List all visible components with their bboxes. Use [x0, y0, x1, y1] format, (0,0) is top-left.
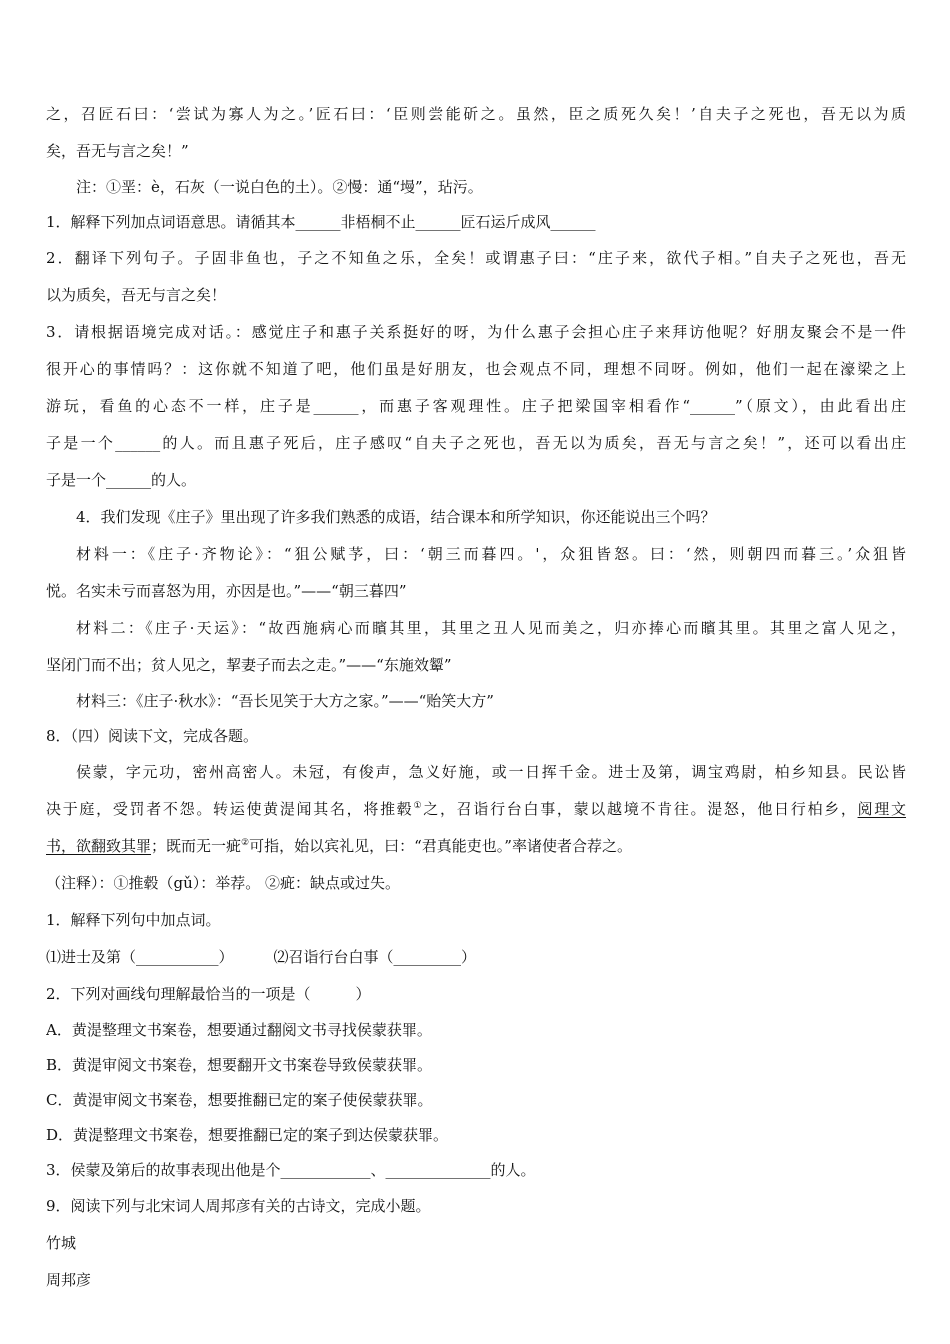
sub-question-1-items: ⑴进士及第（___________） ⑵召诣行台白事（_________） [46, 948, 477, 966]
poem-author: 周邦彦 [46, 1271, 92, 1289]
option-b: B．黄湜审阅文书案卷，想要翻开文书案卷导致侯蒙获罪。 [46, 1056, 433, 1074]
question-3-cont: 游玩，看鱼的心态不一样，庄子是______，而惠子客观理性。庄子把梁国宰相看作“______”（原文），由此看出庄 [46, 397, 906, 415]
option-a: A．黄湜整理文书案卷，想要通过翻阅文书寻找侯蒙获罪。 [46, 1021, 432, 1039]
section-8-heading: 8．（四）阅读下文，完成各题。 [46, 727, 259, 745]
classical-passage-cont: 书，欲翻致其罪；既而无一疵②可指，始以宾礼见，曰：“君真能吏也。”率诸使者合荐之。 [46, 837, 632, 855]
option-c: C．黄湜审阅文书案卷，想要推翻已定的案子使侯蒙获罪。 [46, 1091, 433, 1109]
passage-line: 之，召匠石曰：‘尝试为寡人为之。’匠石曰：‘臣则尝能斫之。虽然，臣之质死久矣！’自夫子之死也，吾无以为质 [46, 105, 906, 123]
footnote-marker-2: ② [241, 838, 250, 848]
passage-line: 矣，吾无与言之矣！” [46, 142, 189, 160]
classical-passage: 侯蒙，字元功，密州高密人。未冠，有俊声，急义好施，或一日挥千金。进士及第，调宝鸡尉，柏乡知县。民讼皆 [76, 763, 906, 781]
material-2: 材料二：《庄子·天运》：“故西施病心而矉其里，其里之丑人见而美之，归亦捧心而矉其里。其里之富人见之， [76, 619, 906, 637]
question-3-cont: 子是一个______的人。 [46, 471, 197, 489]
sub-question-1: 1．解释下列句中加点词。 [46, 911, 221, 929]
question-2: 2．翻译下列句子。子固非鱼也，子之不知鱼之乐，全矣！或谓惠子曰：“庄子来，欲代子相。”自夫子之死也，吾无 [46, 249, 906, 267]
material-1: 材料一：《庄子·齐物论》：“狙公赋芧，曰：‘朝三而暮四。'，众狙皆怒。曰：‘然，则朝四而暮三。’众狙皆 [76, 545, 906, 563]
question-4: 4．我们发现《庄子》里出现了许多我们熟悉的成语，结合课本和所学知识，你还能说出三个吗？ [76, 508, 716, 526]
sub-question-3: 3．侯蒙及第后的故事表现出他是个____________、______________的人。 [46, 1161, 536, 1179]
annotation-note: 注：①垩：è，石灰（一说白色的土）。②慢：通“墁”，玷污。 [76, 178, 483, 196]
underlined-sentence: 阅理文 [857, 800, 906, 818]
classical-passage-cont: 决于庭，受罚者不怨。转运使黄湜闻其名，将推毂①之，召诣行台白事，蒙以越境不肯往。湜怒，他日行柏乡，阅理文 [46, 800, 906, 818]
material-1-cont: 悦。名实未亏而喜怒为用，亦因是也。”——“朝三暮四” [46, 582, 407, 600]
question-3-cont: 很开心的事情吗？：这你就不知道了吧，他们虽是好朋友，也会观点不同，理想不同呀。例如，他们一起在濠梁之上 [46, 360, 906, 378]
question-3: 3．请根据语境完成对话。：感觉庄子和惠子关系挺好的呀，为什么惠子会担心庄子来拜访他呢？好朋友聚会不是一件 [46, 323, 906, 341]
question-2-cont: 以为质矣，吾无与言之矣！ [46, 286, 227, 304]
footnotes: （注释）：①推毂（gǔ）：举荐。 ②疵：缺点或过失。 [46, 874, 401, 892]
underlined-sentence: 书，欲翻致其罪 [46, 837, 152, 855]
option-d: D．黄湜整理文书案卷，想要推翻已定的案子到达侯蒙获罪。 [46, 1126, 449, 1144]
question-3-cont: 子是一个______的人。而且惠子死后，庄子感叹“自夫子之死也，吾无以为质矣，吾无与言之矣！”，还可以看出庄 [46, 434, 906, 452]
question-1: 1．解释下列加点词语意思。请循其本______非梧桐不止______匠石运斤成风______ [46, 213, 596, 231]
material-3: 材料三：《庄子·秋水》：“吾长见笑于大方之家。”——“贻笑大方” [76, 692, 494, 710]
question-9: 9．阅读下列与北宋词人周邦彦有关的古诗文，完成小题。 [46, 1197, 431, 1215]
sub-question-2: 2．下列对画线句理解最恰当的一项是（ ） [46, 985, 371, 1003]
material-2-cont: 坚闭门而不出；贫人见之，挈妻子而去之走。”——“东施效颦” [46, 656, 452, 674]
footnote-marker-1: ① [413, 801, 424, 811]
poem-title: 竹城 [46, 1234, 77, 1252]
